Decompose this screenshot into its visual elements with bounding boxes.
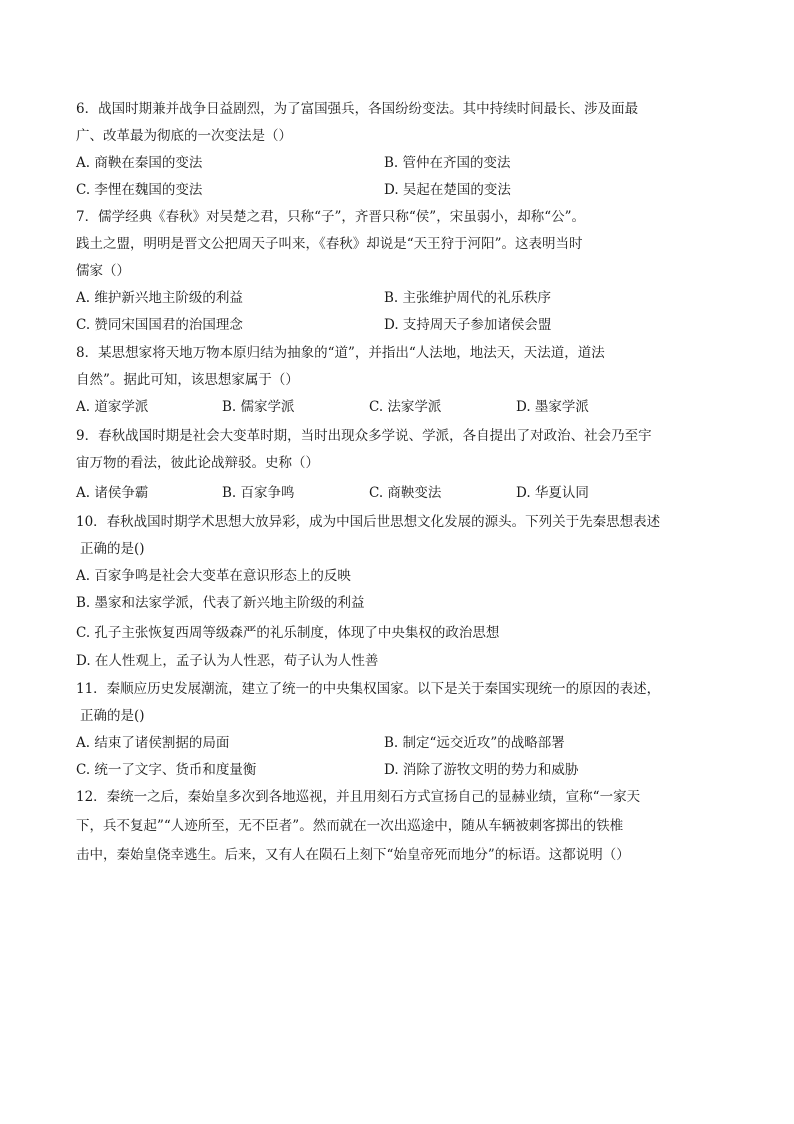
q7-option-d: D. 支持周天子参加诸侯会盟 [384, 317, 552, 333]
q8-option-c: C. 法家学派 [369, 399, 442, 415]
q6-stem-line1: 6．战国时期兼并战争日益剧烈，为了富国强兵，各国纷纷变法。其中持续时间最长、涉及面最 [76, 101, 639, 117]
q10-stem-line2: 正确的是() [80, 541, 145, 557]
q11-option-b: B. 制定“远交近攻”的战略部署 [384, 735, 565, 751]
q11-option-a: A. 结束了诸侯割据的局面 [76, 735, 230, 751]
q10-stem-line1: 10．春秋战国时期学术思想大放异彩，成为中国后世思想文化发展的源头。下列关于先秦思想表述 [76, 514, 661, 530]
q9-option-d: D. 华夏认同 [516, 485, 589, 501]
q6-option-b: B. 管仲在齐国的变法 [384, 155, 511, 171]
q10-option-d: D. 在人性观上，孟子认为人性恶，荀子认为人性善 [76, 653, 379, 669]
q7-stem-line2: 践土之盟，明明是晋文公把周天子叫来，《春秋》却说是“天王狩于河阳”。这表明当时 [76, 236, 583, 252]
q8-stem-line2: 自然”。据此可知，该思想家属于（） [76, 372, 299, 388]
q12-stem-line2: 下，兵不复起”“人迹所至，无不臣者”。然而就在一次出巡途中，随从车辆被刺客掷出的铁椎 [76, 818, 624, 834]
q8-option-b: B. 儒家学派 [222, 399, 295, 415]
q7-option-b: B. 主张维护周代的礼乐秩序 [384, 290, 552, 306]
q8-option-a: A. 道家学派 [76, 399, 149, 415]
q11-stem-line1: 11．秦顺应历史发展潮流，建立了统一的中央集权国家。以下是关于秦国实现统一的原因的表述， [76, 681, 661, 697]
q9-option-c: C. 商鞅变法 [369, 485, 442, 501]
q9-option-b: B. 百家争鸣 [222, 485, 295, 501]
q12-stem-line1: 12．秦统一之后，秦始皇多次到各地巡视，并且用刻石方式宣扬自己的显赫业绩，宣称“一家天 [76, 789, 641, 805]
q7-stem-line1: 7．儒学经典《春秋》对吴楚之君，只称“子”，齐晋只称“侯”，宋虽弱小，却称“公”。 [76, 209, 585, 225]
q7-option-c: C. 赞同宋国国君的治国理念 [76, 317, 243, 333]
q11-option-d: D. 消除了游牧文明的势力和威胁 [384, 762, 579, 778]
q9-stem-line1: 9．春秋战国时期是社会大变革时期，当时出现众多学说、学派，各自提出了对政治、社会乃至宇 [76, 428, 652, 444]
q7-stem-line3: 儒家（） [76, 263, 130, 279]
q12-stem-line3: 击中，秦始皇侥幸逃生。后来，又有人在陨石上刻下“始皇帝死而地分”的标语。这都说明（） [76, 847, 630, 863]
q10-option-a: A. 百家争鸣是社会大变革在意识形态上的反映 [76, 568, 351, 584]
q10-option-c: C. 孔子主张恢复西周等级森严的礼乐制度，体现了中央集权的政治思想 [76, 625, 500, 641]
q11-stem-line2: 正确的是() [80, 708, 145, 724]
q9-option-a: A. 诸侯争霸 [76, 485, 149, 501]
q11-option-c: C. 统一了文字、货币和度量衡 [76, 762, 257, 778]
q7-option-a: A. 维护新兴地主阶级的利益 [76, 290, 243, 306]
q10-option-b: B. 墨家和法家学派，代表了新兴地主阶级的利益 [76, 595, 365, 611]
q9-stem-line2: 宙万物的看法，彼此论战辩驳。史称（） [76, 455, 319, 471]
q8-stem-line1: 8．某思想家将天地万物本原归结为抽象的“道”，并指出“人法地，地法天，天法道，道法 [76, 345, 605, 361]
q6-stem-line2: 广、改革最为彻底的一次变法是（） [76, 128, 292, 144]
q6-option-a: A. 商鞅在秦国的变法 [76, 155, 203, 171]
q6-option-d: D. 吴起在楚国的变法 [384, 182, 511, 198]
q6-option-c: C. 李悝在魏国的变法 [76, 182, 203, 198]
q8-option-d: D. 墨家学派 [516, 399, 589, 415]
